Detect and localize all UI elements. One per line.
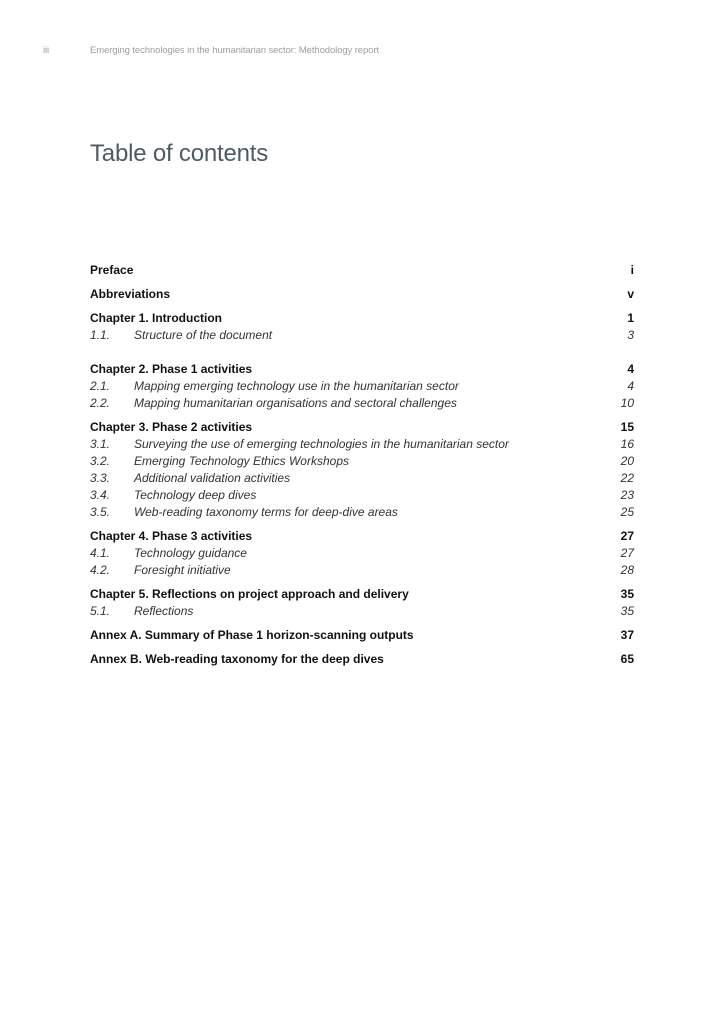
toc-entry-label: Abbreviations: [90, 287, 171, 301]
running-header: [0, 45, 724, 59]
toc-entry-label: Emerging Technology Ethics Workshops: [134, 454, 349, 468]
page-title: Table of contents: [90, 140, 269, 167]
toc-entry-label: Reflections: [134, 604, 194, 618]
toc-entry-abbreviations[interactable]: [90, 286, 634, 303]
toc-entry-label: Surveying the use of emerging technologies in the humanitarian sector: [134, 437, 509, 451]
toc-entry-section-5-1[interactable]: [90, 603, 634, 620]
toc-entry-preface[interactable]: [90, 262, 634, 279]
toc-entry-section-2-2[interactable]: [90, 395, 634, 412]
toc-entry-chapter-2[interactable]: [90, 361, 634, 378]
toc-entry-page: i: [630, 263, 634, 277]
toc-entry-section-3-4[interactable]: [90, 487, 634, 504]
toc-entry-page: 25: [620, 505, 634, 519]
toc-entry-label: Foresight initiative: [134, 563, 231, 577]
toc-entry-page: 65: [620, 652, 634, 666]
toc-entry-page: 4: [627, 379, 634, 393]
toc-entry-label: Mapping humanitarian organisations and sectoral challenges: [134, 396, 457, 410]
toc-entry-page: v: [627, 287, 634, 301]
toc-entry-page: 20: [620, 454, 634, 468]
toc-entry-page: 16: [620, 437, 634, 451]
toc-entry-label: Chapter 4. Phase 3 activities: [90, 529, 253, 543]
running-title: Emerging technologies in the humanitarian sector: Methodology report: [90, 45, 379, 56]
toc-entry-page: 27: [620, 546, 634, 560]
toc-section-number: 3.1.: [90, 437, 111, 451]
toc-entry-annex-b[interactable]: [90, 651, 634, 668]
toc-entry-page: 35: [620, 604, 634, 618]
toc-section-number: 3.2.: [90, 454, 111, 468]
toc-section-number: 3.5.: [90, 505, 111, 519]
toc-entry-label: Annex A. Summary of Phase 1 horizon-scanning outputs: [90, 628, 414, 642]
toc-entry-page: 27: [620, 529, 634, 543]
toc-section-number: 4.1.: [90, 546, 111, 560]
page-number: iii: [43, 45, 50, 56]
toc-section-number: 3.4.: [90, 488, 111, 502]
toc-entry-label: Chapter 2. Phase 1 activities: [90, 362, 253, 376]
toc-entry-label: Annex B. Web-reading taxonomy for the deep dives: [90, 652, 384, 666]
toc-entry-section-1-1[interactable]: [90, 327, 634, 344]
toc-entry-page: 3: [627, 328, 634, 342]
toc-entry-label: Mapping emerging technology use in the humanitarian sector: [134, 379, 459, 393]
toc-entry-label: Web-reading taxonomy terms for deep-dive areas: [134, 505, 398, 519]
toc-entry-label: Preface: [90, 263, 134, 277]
toc-entry-section-3-3[interactable]: [90, 470, 634, 487]
toc-entry-label: Additional validation activities: [134, 471, 291, 485]
toc-entry-page: 1: [627, 311, 634, 325]
toc-entry-label: Chapter 3. Phase 2 activities: [90, 420, 253, 434]
toc-entry-chapter-4[interactable]: [90, 528, 634, 545]
toc-entry-label: Structure of the document: [134, 328, 273, 342]
toc-entry-page: 22: [620, 471, 634, 485]
toc-section-number: 3.3.: [90, 471, 111, 485]
toc-entry-section-3-1[interactable]: [90, 436, 634, 453]
toc-entry-page: 23: [620, 488, 634, 502]
toc-entry-page: 35: [620, 587, 634, 601]
toc-entry-page: 15: [620, 420, 634, 434]
toc-entry-chapter-1[interactable]: [90, 310, 634, 327]
toc-section-number: 1.1.: [90, 328, 111, 342]
toc-entry-label: Chapter 5. Reflections on project approach and delivery: [90, 587, 409, 601]
toc-entry-label: Technology guidance: [134, 546, 247, 560]
toc-section-number: 4.2.: [90, 563, 111, 577]
toc-entry-page: 10: [620, 396, 634, 410]
toc-entry-page: 28: [620, 563, 634, 577]
table-of-contents: [90, 262, 634, 668]
toc-entry-section-3-5[interactable]: [90, 504, 634, 521]
toc-entry-section-4-1[interactable]: [90, 545, 634, 562]
toc-entry-label: Technology deep dives: [134, 488, 257, 502]
toc-entry-page: 4: [627, 362, 634, 376]
toc-entry-label: Chapter 1. Introduction: [90, 311, 222, 325]
toc-entry-chapter-5[interactable]: [90, 586, 634, 603]
toc-entry-section-3-2[interactable]: [90, 453, 634, 470]
toc-entry-annex-a[interactable]: [90, 627, 634, 644]
toc-section-number: 2.2.: [90, 396, 111, 410]
toc-entry-chapter-3[interactable]: [90, 419, 634, 436]
toc-section-number: 5.1.: [90, 604, 111, 618]
toc-entry-page: 37: [620, 628, 634, 642]
toc-section-number: 2.1.: [90, 379, 111, 393]
toc-entry-section-2-1[interactable]: [90, 378, 634, 395]
toc-entry-section-4-2[interactable]: [90, 562, 634, 579]
